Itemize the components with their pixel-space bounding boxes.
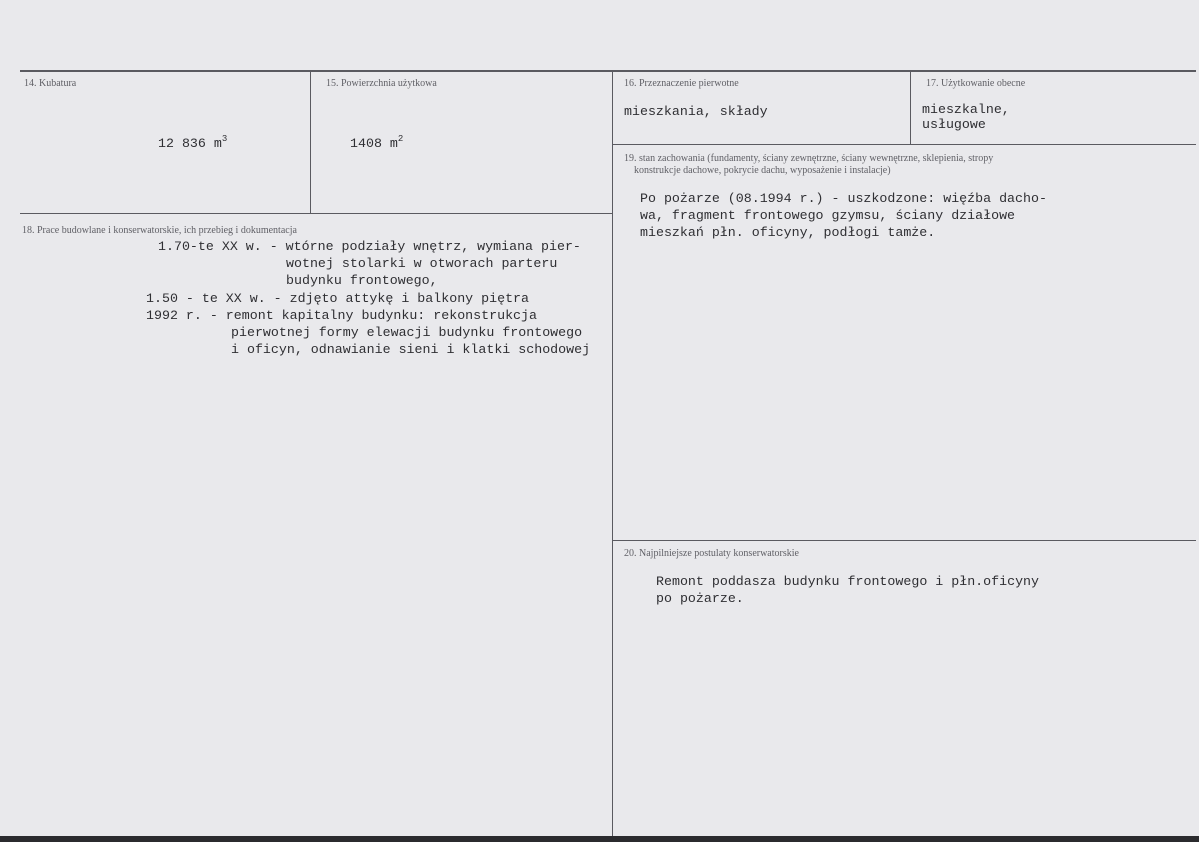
field-18-line-2: wotnej stolarki w otworach parteru [286,256,558,271]
top-rule [20,70,1196,72]
scan-edge [0,836,1199,842]
divider-16-17 [910,72,911,144]
divider-14-15 [310,72,311,214]
divider-center [612,72,613,836]
field-14-label: 14. Kubatura [24,78,77,89]
field-17-line-1: mieszkalne, [922,102,1010,117]
field-15-label: 15. Powierzchnia użytkowa [326,78,437,89]
field-16-label: 16. Przeznaczenie pierwotne [624,78,739,89]
field-19-line-3: mieszkań płn. oficyny, podłogi tamże. [640,225,936,240]
rule-above-20 [613,540,1196,541]
rule-above-19 [613,144,1196,145]
field-18-line-7: i oficyn, odnawianie sieni i klatki schodowej [231,342,591,357]
field-18-line-6: pierwotnej formy elewacji budynku frontowego [231,325,583,340]
field-14-value [158,130,227,153]
field-19-line-2: wa, fragment frontowego gzymsu, ściany działowe [640,208,1016,223]
field-19-label-line-2: konstrukcje dachowe, pokrycie dachu, wyposażenie i instalacje) [634,165,891,176]
field-15-number: 1408 m [350,136,398,151]
field-16-value: mieszkania, składy [624,104,768,119]
field-18-line-4: 1.50 - te XX w. - zdjęto attykę i balkony piętra [146,291,530,306]
field-15-unit-exponent: 2 [397,134,404,144]
field-18-line-5: 1992 r. - remont kapitalny budynku: rekonstrukcja [146,308,537,323]
field-20-line-2: po pożarze. [656,591,744,606]
field-14-number: 12 836 m [158,136,222,151]
field-18-label: 18. Prace budowlane i konserwatorskie, ich przebieg i dokumentacja [22,225,297,236]
field-18-line-3: budynku frontowego, [286,273,438,288]
field-17-label: 17. Użytkowanie obecne [926,78,1026,89]
field-20-line-1: Remont poddasza budynku frontowego i płn.oficyny [656,574,1040,589]
field-18-line-1: 1.70-te XX w. - wtórne podziały wnętrz, wymiana pier- [158,239,581,254]
field-17-line-2: usługowe [922,117,986,132]
rule-above-18 [20,213,612,214]
field-19-line-1: Po pożarze (08.1994 r.) - uszkodzone: więźba dacho- [640,191,1047,206]
field-14-unit-exponent: 3 [221,134,228,144]
field-19-label-line-1: 19. stan zachowania (fundamenty, ściany zewnętrzne, ściany wewnętrzne, sklepienia, stropy [624,153,994,164]
field-15-value [350,130,403,153]
field-20-label: 20. Najpilniejsze postulaty konserwatorskie [624,548,799,559]
